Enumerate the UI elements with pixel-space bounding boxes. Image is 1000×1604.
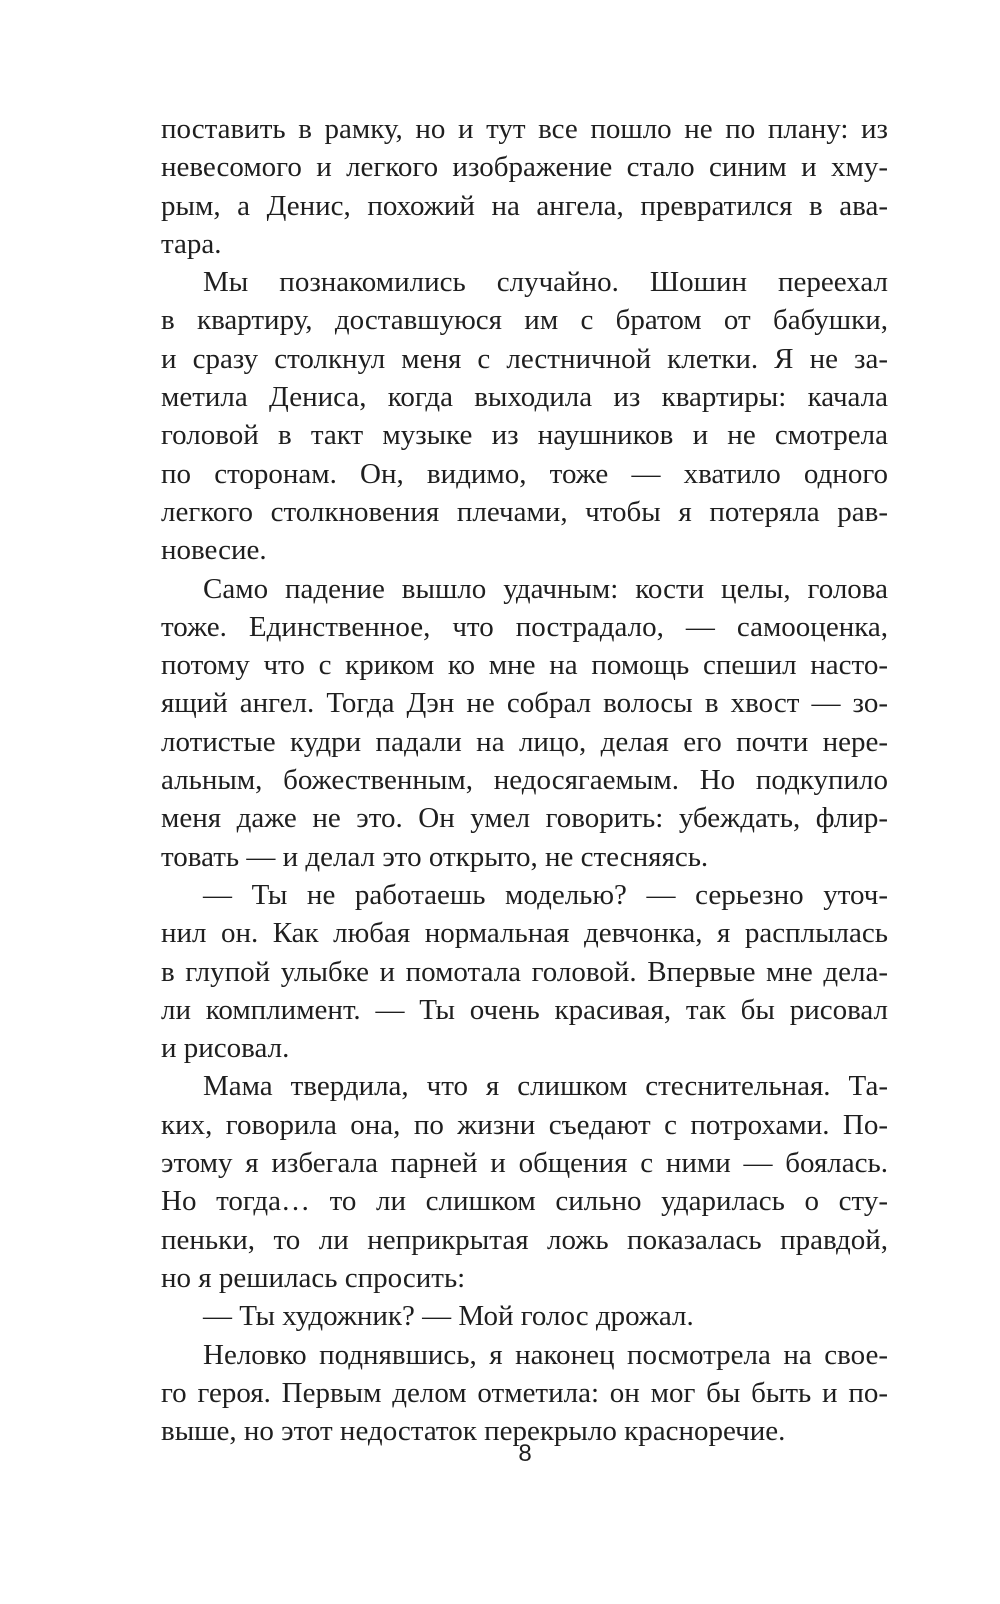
paragraph [161,876,888,1067]
text-line: меня даже не это. Он умел говорить: убеждать, флир- [161,802,888,835]
text-line: выше, но этот недостаток перекрыло красноречие. [161,1415,786,1448]
paragraph [161,110,888,263]
paragraph [161,570,888,876]
text-line: Само падение вышло удачным: кости целы, голова [203,572,888,605]
text-line: тоже. Единственное, что пострадало, — самооценка, [161,610,888,643]
text-line: и рисовал. [161,1032,290,1065]
paragraph [161,1336,888,1451]
text-line: Мама твердила, что я слишком стеснительная. Та- [203,1070,888,1103]
text-line: — Ты художник? — Мой голос дрожал. [203,1300,694,1333]
text-line: го героя. Первым делом отметила: он мог бы быть и по- [161,1376,888,1409]
text-line: ящий ангел. Тогда Дэн не собрал волосы в хвост — зо- [161,687,888,720]
text-line: этому я избегала парней и общения с ними — боялась. [161,1147,888,1180]
text-line: поставить в рамку, но и тут все пошло не по плану: из [161,113,888,145]
text-line: Но тогда… то ли слишком сильно ударилась о сту- [161,1185,888,1218]
text-line: в глупой улыбке и помотала головой. Впервые мне дела- [161,955,888,988]
text-line: ких, говорила она, по жизни съедают с потрохами. По- [161,1108,888,1141]
text-line: новесие. [161,534,267,567]
text-line: Мы познакомились случайно. Шошин переехал [203,266,888,299]
text-line: нил он. Как любая нормальная девчонка, я расплылась [161,917,888,950]
text-line: — Ты не работаешь моделью? — серьезно уточ- [203,878,888,911]
text-line: по сторонам. Он, видимо, тоже — хватило одного [161,457,888,490]
paragraph [161,1297,888,1335]
text-line: лотистые кудри падали на лицо, делая его почти нере- [161,725,888,758]
text-line: альным, божественным, недосягаемым. Но подкупило [161,764,888,797]
text-line: ли комплимент. — Ты очень красивая, так бы рисовал [161,993,888,1026]
text-line: Неловко поднявшись, я наконец посмотрела на свое- [203,1338,888,1371]
text-line: и сразу столкнул меня с лестничной клетки. Я не за- [161,342,888,375]
text-line: тара. [161,227,222,260]
text-line: в квартиру, доставшуюся им с братом от бабушки, [161,304,888,337]
page-number: 8 [518,1440,532,1467]
text-line: метила Дениса, когда выходила из квартиры: качала [161,381,888,414]
paragraph [161,263,888,569]
paragraph [161,1067,888,1297]
text-line: товать — и делал это открыто, не стесняясь. [161,840,709,873]
text-line: рым, а Денис, похожий на ангела, превратился в ава- [161,189,888,222]
text-line: головой в такт музыке из наушников и не смотрела [161,419,888,452]
text-line: пеньки, то ли неприкрытая ложь показалась правдой, [161,1223,888,1256]
text-line: но я решилась спросить: [161,1261,466,1294]
text-line: легкого столкновения плечами, чтобы я потеряла рав- [161,495,888,528]
text-line: невесомого и легкого изображение стало синим и хму- [161,151,888,184]
body-text [161,110,888,1450]
text-line: потому что с криком ко мне на помощь спешил насто- [161,649,888,682]
